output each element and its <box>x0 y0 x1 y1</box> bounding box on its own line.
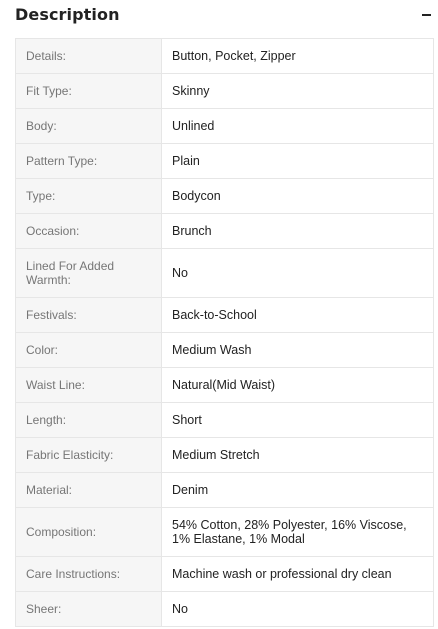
table-row <box>16 557 434 592</box>
row-label: Composition: <box>16 508 162 557</box>
table-row <box>16 508 434 557</box>
row-label: Material: <box>16 473 162 508</box>
row-label: Waist Line: <box>16 368 162 403</box>
row-label: Details: <box>16 39 162 74</box>
row-value: Medium Wash <box>162 333 434 368</box>
table-row <box>16 39 434 74</box>
table-row <box>16 438 434 473</box>
row-label: Care Instructions: <box>16 557 162 592</box>
row-value: 54% Cotton, 28% Polyester, 16% Viscose, 1% Elastane, 1% Modal <box>162 508 434 557</box>
row-label: Fabric Elasticity: <box>16 438 162 473</box>
row-value: Button, Pocket, Zipper <box>162 39 434 74</box>
table-row <box>16 214 434 249</box>
row-value: Natural(Mid Waist) <box>162 368 434 403</box>
row-label: Lined For Added Warmth: <box>16 249 162 298</box>
description-header[interactable] <box>0 0 438 34</box>
table-row <box>16 298 434 333</box>
minus-icon[interactable] <box>422 14 431 16</box>
table-row <box>16 368 434 403</box>
row-label: Type: <box>16 179 162 214</box>
spec-table <box>15 38 434 627</box>
table-row <box>16 179 434 214</box>
row-value: Unlined <box>162 109 434 144</box>
table-row <box>16 333 434 368</box>
table-row <box>16 249 434 298</box>
table-row <box>16 403 434 438</box>
row-value: No <box>162 249 434 298</box>
row-label: Occasion: <box>16 214 162 249</box>
row-value: Short <box>162 403 434 438</box>
section-title: Description <box>15 5 120 24</box>
table-row <box>16 109 434 144</box>
table-row <box>16 74 434 109</box>
row-label: Fit Type: <box>16 74 162 109</box>
row-label: Length: <box>16 403 162 438</box>
row-label: Body: <box>16 109 162 144</box>
row-value: Medium Stretch <box>162 438 434 473</box>
row-label: Festivals: <box>16 298 162 333</box>
row-value: Brunch <box>162 214 434 249</box>
row-label: Pattern Type: <box>16 144 162 179</box>
table-row <box>16 473 434 508</box>
table-row <box>16 592 434 627</box>
row-value: Back-to-School <box>162 298 434 333</box>
row-label: Sheer: <box>16 592 162 627</box>
row-value: Denim <box>162 473 434 508</box>
row-value: Skinny <box>162 74 434 109</box>
row-value: No <box>162 592 434 627</box>
table-row <box>16 144 434 179</box>
row-value: Machine wash or professional dry clean <box>162 557 434 592</box>
row-value: Plain <box>162 144 434 179</box>
row-value: Bodycon <box>162 179 434 214</box>
row-label: Color: <box>16 333 162 368</box>
